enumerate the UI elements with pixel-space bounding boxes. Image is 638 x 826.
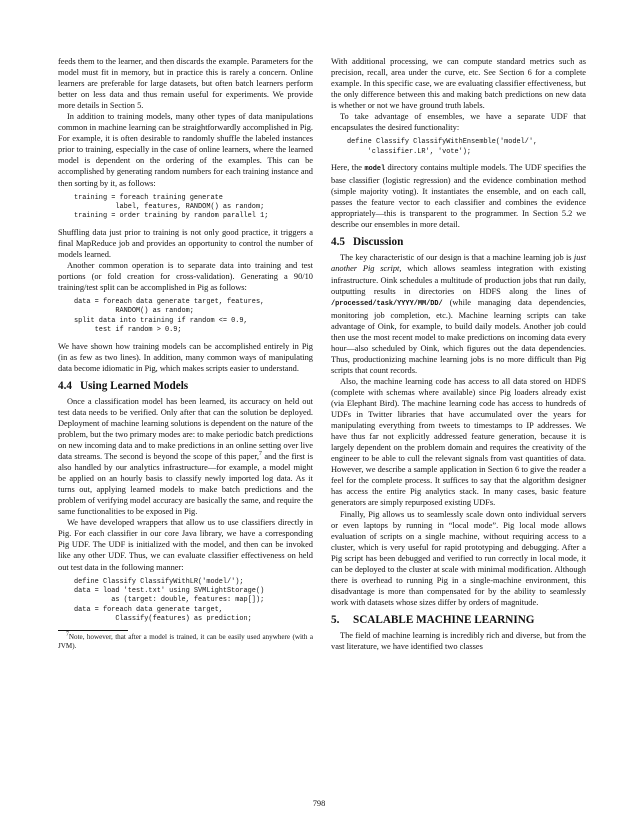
- paragraph-text: Once a classification model has been learned, its accuracy on held out test data needs to be verified. Only after that can the solution be deployed. Deployment of machine learning solutions is dependent on the nature of the problem, but the two primary modes are: to make periodic batch predictions on new incoming data and to make predictions in an online setting over live data streams. The second is beyond the scope of this paper,: [58, 396, 313, 462]
- code-block-ensemble: define Classify ClassifyWithEnsemble('model/', 'classifier.LR', 'vote');: [347, 138, 538, 156]
- paragraph: [331, 252, 586, 376]
- paragraph: Finally, Pig allows us to seamlessly scale down onto individual servers or even laptops by running in “local mode”. Pig local mode allows evaluation of scripts on a single machine, without requiring access to a cluster, which is very useful for rapid prototyping and debugging. After a Pig script has been debugged and verified to run correctly in local mode, it can be deployed to the cluster at scale with minimal modification. Although there is overhead to running Pig in a single-machine environment, this disadvantage is more than compensated for by the ability to seamlessly work with datasets whose sizes differ by orders of magnitude.: [331, 509, 586, 607]
- emphasis: just another Pig script: [331, 253, 586, 274]
- paragraph-text: directory contains multiple models. The UDF specifies the base classifier (logistic regression) and the evidence combination method (simple majority voting). It instantiates the ensemble, and on each call, passes the feature vector to each classifier and combines the evidence appropriately—this is transparent to the programmer. In Section 5.2 we describe our ensembles in more detail.: [331, 163, 586, 230]
- section-number: 4.4: [58, 379, 72, 392]
- footnote-text: Note, however, that after a model is trained, it can be easily used anywhere (with a JVM).: [58, 632, 313, 651]
- section-title: SCALABLE MACHINE LEARNING: [353, 613, 535, 626]
- paragraph-text: The key characteristic of our design is that a machine learning job is: [340, 253, 574, 263]
- paragraph: [58, 396, 313, 518]
- inline-code: model: [364, 165, 386, 174]
- paragraph-text: Here, the: [331, 163, 365, 173]
- paragraph: In addition to training models, many other types of data manipulations common in machine learning can be straightforwardly accomplished in Pig. For example, it is often desirable to randomly shuffle the labeled instances prior to training, especially in the case of online learners, where the learned model is dependent on the ordering of the examples. This can be accomplished by generating random numbers for each training instance and then sorting by it, as follows:: [58, 112, 313, 188]
- paragraph: With additional processing, we can compute standard metrics such as precision, recall, area under the curve, etc. See Section 6 for a complete example. In this specific case, we are evaluating classifier effectiveness, but the only difference between this and making batch predictions on new data is whether or not we have ground truth labels.: [331, 57, 586, 111]
- paragraph: We have shown how training models can be accomplished entirely in Pig (in as few as two lines). In addition, many common ways of manipulating data become idiomatic in Pig, which makes scripts easier to understand.: [58, 341, 313, 373]
- paragraph: feeds them to the learner, and then discards the example. Parameters for the model must fit in memory, but in practice this is rarely a concern. Online learners are preferable for large datasets, but often batch learners perform better on less data and thus remain useful for experiments. We provide more details in Section 5.: [58, 57, 313, 111]
- section-number: 5.: [331, 613, 340, 626]
- paragraph: Another common operation is to separate data into training and test portions (or fold creation for cross-validation). Generating a 90/10 training/test split can be accomplished in Pig as follows:: [58, 260, 313, 293]
- paragraph: Shuffling data just prior to training is not only good practice, it triggers a final MapReduce job and provides an opportunity to control the number of models learned.: [58, 227, 313, 259]
- right-column: [331, 56, 586, 652]
- page-number: 798: [312, 799, 326, 808]
- paragraph: Also, the machine learning code has access to all data stored on HDFS (complete with schemas where available) since Pig loaders already exist (via Elephant Bird). The machine learning code has access to hundreds of UDFs in Twitter libraries that have accumulated over the years for manipulating everything from tweets to timestamps to IP addresses. We have thus far not explicitly addressed feature generation, because it is largely dependent on the problem domain and requires the creativity of the engineer to be able to cull the relevant signals from vast quantities of data. However, we describe a sample application in Section 6 to give the reader a feel for the complete process. It suffices to say that the algorithm designer has access the entire Pig analytics stack. In many cases, basic feature generators are simply repurposed existing UDFs.: [331, 376, 586, 508]
- paragraph: We have developed wrappers that allow us to use classifiers directly in Pig. For each classifier in our core Java library, we have a corresponding Pig UDF. The UDF is initialized with the model, and then can be invoked like any other UDF. Thus, we can evaluate classifier effectiveness on held out test data in the following manner:: [58, 518, 313, 572]
- left-column: [58, 56, 313, 651]
- code-block-split: data = foreach data generate target, features, RANDOM() as random; split data into training if random <= 0.9, test if random > 0.9;: [74, 298, 265, 335]
- inline-code-path: /processed/task/YYYY/MM/DD/: [331, 299, 443, 308]
- section-heading-5: [331, 614, 586, 627]
- section-number: 4.5: [331, 236, 345, 249]
- section-title: Discussion: [353, 236, 404, 249]
- paragraph-text: and the first is also handled by our analytics infrastructure—for example, a model might be applied on an hourly basis to classify newly imported log data. As it turns out, applying learned models to make batch predictions and the problem of verifying model accuracy are basically the same, and require the same functionalities to be exposed in Pig.: [58, 452, 313, 517]
- code-block-classify: define Classify ClassifyWithLR('model/'); data = load 'test.txt' using SVMLightStorage() as (target: double, features: map[]); data = foreach data generate target, Classify(features) as prediction;: [74, 577, 265, 624]
- paragraph-text: , which allows seamless integration with existing infrastructure. Oink schedules a multitude of production jobs that run daily, outputting results in directories on HDFS along the lines of: [331, 264, 587, 296]
- section-heading-4-4: [58, 380, 313, 393]
- section-title: Using Learned Models: [80, 379, 189, 392]
- footnote-marker: 7: [258, 451, 262, 458]
- footnote-number: 7: [66, 631, 69, 638]
- code-block-shuffle: training = foreach training generate label, features, RANDOM() as random; training = order training by random parallel 1;: [74, 193, 269, 221]
- section-heading-4-5: [331, 236, 586, 249]
- paragraph: To take advantage of ensembles, we have a separate UDF that encapsulates the desired functionality:: [331, 112, 586, 133]
- footnote: [58, 633, 313, 652]
- paragraph-text: (while managing data dependencies, monitoring job completion, etc.). Machine learning scripts can take advantage of Oink, for example, to build daily models. Another job could then use the most recent model to make predictions on incoming data every hour—also scheduled by Oink, which figures out the data dependencies. Thus, productionizing machine learning jobs is no more difficult than Pig scripts that count records.: [331, 297, 586, 375]
- paragraph: [331, 162, 586, 230]
- paragraph: The field of machine learning is incredibly rich and diverse, but from the vast literature, we have identified two classes: [331, 630, 586, 651]
